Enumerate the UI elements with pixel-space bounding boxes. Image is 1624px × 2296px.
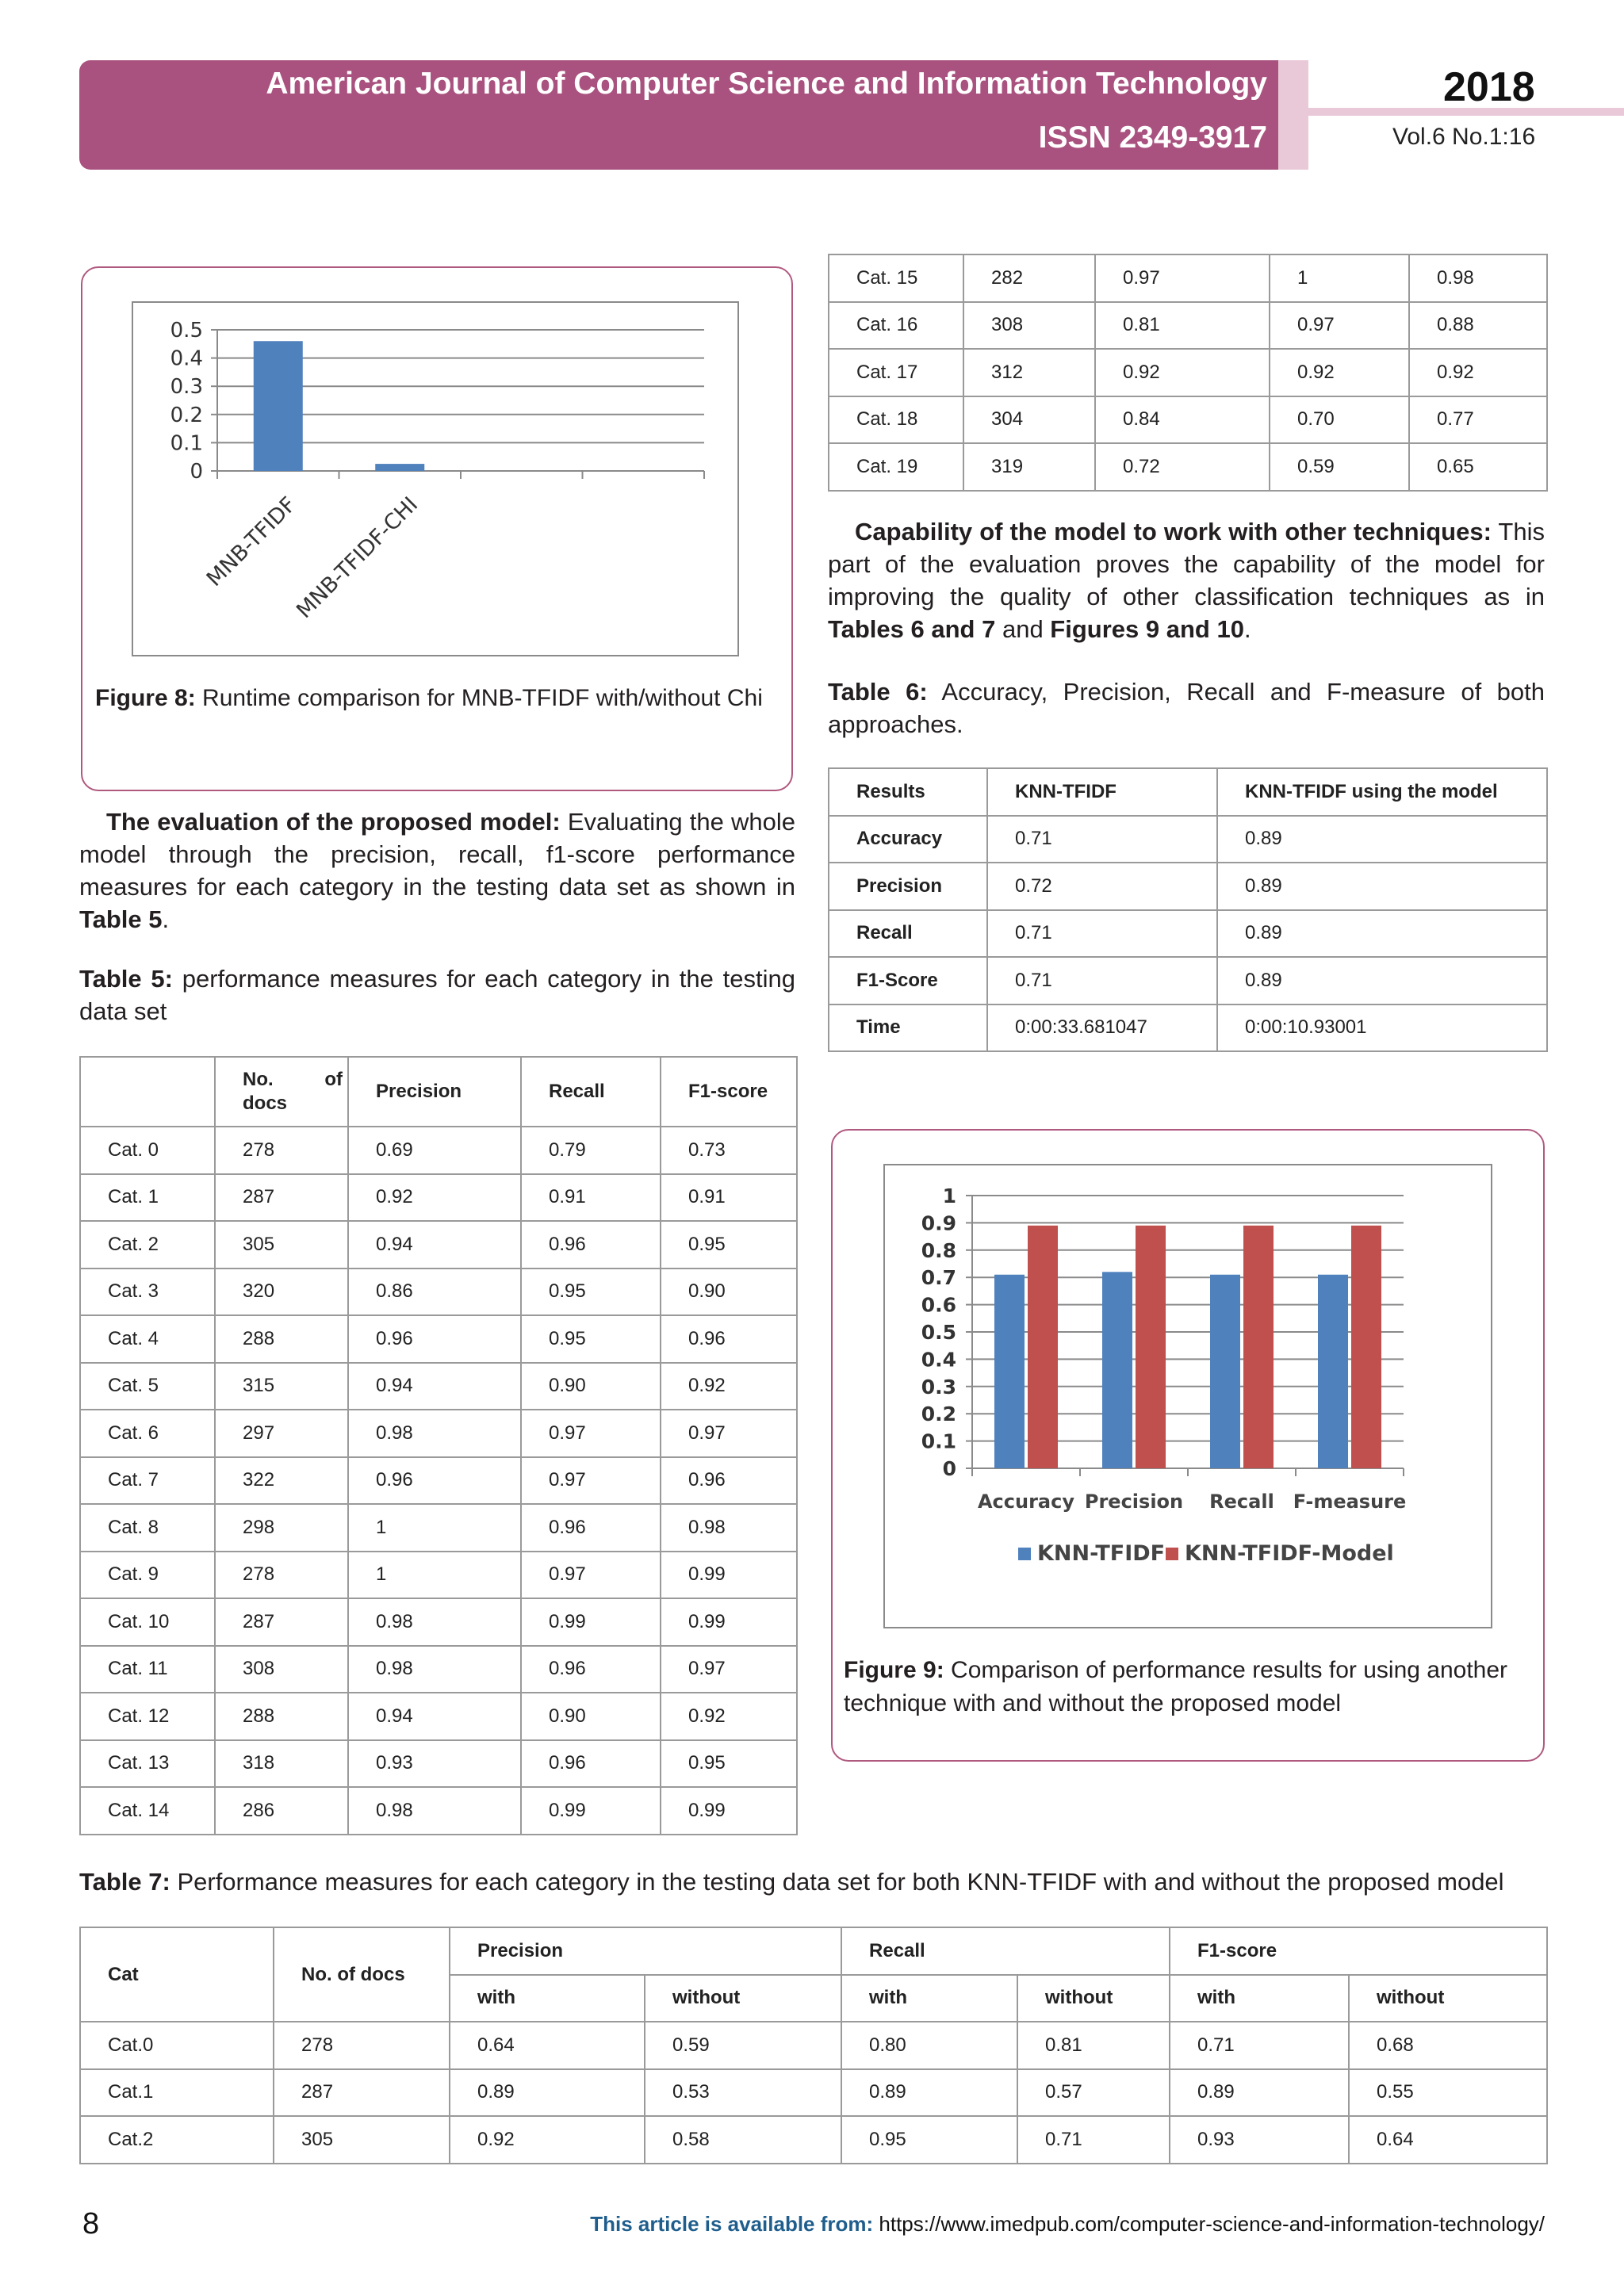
table-cell: 0.89 — [1170, 2069, 1349, 2117]
y-tick-label: 0 — [942, 1457, 956, 1480]
bar-knn-tfidf-f-measure — [1318, 1275, 1348, 1468]
table-cell: 0.53 — [645, 2069, 841, 2117]
y-tick-label: 0.4 — [921, 1348, 956, 1372]
table-5-header-row — [80, 1057, 797, 1127]
table-cell: 308 — [215, 1646, 348, 1693]
evaluation-body: Evaluating the whole model through the precision, recall, f1-score performance measures for each category in the testing data set as shown in — [79, 808, 795, 901]
y-tick-label: 0.3 — [170, 375, 203, 400]
table-5 — [79, 1056, 798, 1835]
table-cell: 0.98 — [348, 1646, 521, 1693]
table-cell: 0.93 — [348, 1740, 521, 1788]
table-cell: 278 — [215, 1552, 348, 1599]
table-7-header-f1-with: with — [1170, 1975, 1349, 2022]
table-cell: KNN-TFIDF — [987, 768, 1217, 816]
evaluation-end: . — [162, 905, 170, 933]
table-cell: 298 — [215, 1504, 348, 1552]
table-cell: Cat.1 — [80, 2069, 274, 2117]
capability-heading: Capability of the model to work with other techniques: — [855, 518, 1492, 545]
table-cell: 0.64 — [1349, 2116, 1547, 2164]
table-row — [80, 1787, 797, 1835]
table-cell: 0.93 — [1170, 2116, 1349, 2164]
figure-8-caption — [95, 682, 777, 715]
table-row — [829, 863, 1547, 910]
table-cell: 0.90 — [521, 1363, 661, 1410]
table-cell: 0.84 — [1095, 396, 1270, 444]
table-row — [80, 1269, 797, 1316]
table-6-caption — [828, 675, 1545, 740]
table-7-header-precision: Precision — [450, 1927, 841, 1975]
table-6-caption-text: Accuracy, Precision, Recall and F-measure of both approaches. — [828, 678, 1545, 738]
table-cell: 0.96 — [521, 1646, 661, 1693]
table-cell: Precision — [348, 1057, 521, 1127]
table-cell: 0.72 — [1095, 443, 1270, 491]
x-category-label: Precision — [1084, 1490, 1184, 1513]
y-tick-label: 0.1 — [921, 1429, 956, 1453]
table-row — [80, 1457, 797, 1505]
table-cell: Time — [829, 1004, 987, 1052]
table-cell: Cat. 6 — [80, 1410, 215, 1457]
table-row — [829, 254, 1547, 302]
table-cell: 0.72 — [987, 863, 1217, 910]
table-row — [80, 1693, 797, 1740]
table-7-header-recall-with: with — [841, 1975, 1017, 2022]
table-cell: 0.92 — [1270, 349, 1409, 396]
table-cell: 0.77 — [1409, 396, 1547, 444]
table-cell: 0.89 — [1217, 863, 1547, 910]
bar-knn-tfidf-precision — [1102, 1272, 1132, 1468]
table-cell: Cat. 3 — [80, 1269, 215, 1316]
table-cell: 0.97 — [521, 1552, 661, 1599]
footer-url[interactable]: https://www.imedpub.com/computer-science-and-information-technology/ — [873, 2212, 1545, 2236]
table-7-caption — [79, 1866, 1570, 1898]
table-cell: 0.90 — [521, 1693, 661, 1740]
table-cell: Cat. 8 — [80, 1504, 215, 1552]
figure-8-caption-text: Runtime comparison for MNB-TFIDF with/without Chi — [195, 685, 763, 711]
table-7-caption-text: Performance measures for each category in the testing data set for both KNN-TFIDF with and without the proposed model — [170, 1868, 1504, 1896]
table-cell: Results — [829, 768, 987, 816]
table-cell: 0.98 — [348, 1598, 521, 1646]
table-cell: 0.98 — [348, 1410, 521, 1457]
table-cell: 0.71 — [987, 910, 1217, 958]
table-cell: KNN-TFIDF using the model — [1217, 768, 1547, 816]
table-cell: 322 — [215, 1457, 348, 1505]
table-cell: 278 — [274, 2022, 450, 2069]
table-cell: Cat. 15 — [829, 254, 963, 302]
table-cell: 0.94 — [348, 1221, 521, 1269]
table-cell: 0.99 — [661, 1787, 797, 1835]
table-cell: 0.99 — [521, 1598, 661, 1646]
table-7-header-precision-with: with — [450, 1975, 645, 2022]
x-category-label: MNB-TFIDF — [201, 492, 301, 591]
table-row — [80, 1127, 797, 1174]
footer-label: This article is available from: — [590, 2212, 874, 2236]
table-cell: Precision — [829, 863, 987, 910]
table-row — [80, 2069, 1547, 2117]
table-cell: 0.92 — [661, 1693, 797, 1740]
table-cell: 0.95 — [661, 1221, 797, 1269]
table-cell: 0.59 — [645, 2022, 841, 2069]
table-7-header-recall-without: without — [1017, 1975, 1170, 2022]
table-cell: 0.79 — [521, 1127, 661, 1174]
table-6-header-row — [829, 768, 1547, 816]
table-row — [80, 1504, 797, 1552]
table-cell: Recall — [829, 910, 987, 958]
table-cell: 1 — [348, 1504, 521, 1552]
table-cell: Cat. 12 — [80, 1693, 215, 1740]
table-5-caption — [79, 962, 795, 1027]
table-7-header-precision-without: without — [645, 1975, 841, 2022]
table-row — [80, 1646, 797, 1693]
table-row — [829, 816, 1547, 863]
table-cell: 0.89 — [1217, 957, 1547, 1004]
table-cell: 0.71 — [987, 957, 1217, 1004]
table-row — [829, 396, 1547, 444]
table-7-header-f1: F1-score — [1170, 1927, 1547, 1975]
legend-swatch — [1018, 1548, 1031, 1560]
table-cell: 0.81 — [1095, 302, 1270, 350]
table-cell: 0.88 — [1409, 302, 1547, 350]
table-cell: 0.97 — [1095, 254, 1270, 302]
table-cell: 297 — [215, 1410, 348, 1457]
table-cell: 278 — [215, 1127, 348, 1174]
table-cell: 288 — [215, 1315, 348, 1363]
capability-mid: and — [995, 615, 1051, 643]
table-row — [80, 1221, 797, 1269]
bar-knn-tfidf-model-precision — [1136, 1226, 1166, 1468]
table-cell: 0.96 — [521, 1504, 661, 1552]
table-cell: 0:00:10.93001 — [1217, 1004, 1547, 1052]
table-cell: 0.95 — [841, 2116, 1017, 2164]
table-cell: 308 — [963, 302, 1095, 350]
table-cell: Accuracy — [829, 816, 987, 863]
evaluation-paragraph — [79, 806, 795, 936]
x-category-label: Recall — [1209, 1490, 1274, 1513]
journal-issn: ISSN 2349-3917 — [1038, 121, 1267, 155]
bar-knn-tfidf-model-accuracy — [1028, 1226, 1058, 1468]
capability-ref-figures: Figures 9 and 10 — [1050, 615, 1244, 643]
legend-swatch — [1166, 1548, 1178, 1560]
table-cell: Cat. 11 — [80, 1646, 215, 1693]
table-row — [829, 443, 1547, 491]
table-cell: 0.89 — [450, 2069, 645, 2117]
table-cell: 0.90 — [661, 1269, 797, 1316]
table-cell: 0.97 — [661, 1410, 797, 1457]
table-cell: Cat.2 — [80, 2116, 274, 2164]
table-cell: Cat. 4 — [80, 1315, 215, 1363]
table-5-caption-label: Table 5: — [79, 965, 173, 993]
bar-knn-tfidf-recall — [1210, 1275, 1240, 1468]
table-row — [80, 1363, 797, 1410]
figure-9-chart — [883, 1164, 1492, 1628]
table-cell: 0.89 — [1217, 910, 1547, 958]
table-cell: 0.92 — [1409, 349, 1547, 396]
table-cell: 1 — [348, 1552, 521, 1599]
table-cell: Cat. 2 — [80, 1221, 215, 1269]
table-cell: 0.81 — [1017, 2022, 1170, 2069]
y-tick-label: 0.4 — [170, 346, 203, 371]
table-cell: 0.86 — [348, 1269, 521, 1316]
table-row — [829, 910, 1547, 958]
table-7-header-recall: Recall — [841, 1927, 1170, 1975]
table-7-caption-label: Table 7: — [79, 1868, 170, 1896]
table-cell: 282 — [963, 254, 1095, 302]
table-5-caption-text: performance measures for each category in the testing data set — [79, 965, 795, 1025]
table-cell: Cat. 1 — [80, 1174, 215, 1222]
table-cell: 0.59 — [1270, 443, 1409, 491]
y-tick-label: 0.2 — [921, 1402, 956, 1426]
figure-9-caption-text: Comparison of performance results for using another technique with and without the proposed model — [844, 1657, 1508, 1716]
table-7-header-f1-without: without — [1349, 1975, 1547, 2022]
table-cell: 305 — [215, 1221, 348, 1269]
figure-9-box — [831, 1129, 1545, 1762]
table-cell: 0.97 — [521, 1410, 661, 1457]
table-row — [80, 2116, 1547, 2164]
table-cell: 287 — [215, 1598, 348, 1646]
table-cell: 0.92 — [1095, 349, 1270, 396]
y-tick-label: 0 — [190, 460, 203, 484]
table-cell: F1-score — [661, 1057, 797, 1127]
table-cell: 287 — [274, 2069, 450, 2117]
table-cell: 0.70 — [1270, 396, 1409, 444]
figure-8-caption-label: Figure 8: — [95, 685, 196, 711]
table-cell: 287 — [215, 1174, 348, 1222]
table-cell: 305 — [274, 2116, 450, 2164]
y-tick-label: 0.1 — [170, 431, 203, 456]
legend-label: KNN-TFIDF — [1037, 1541, 1166, 1566]
table-row — [829, 349, 1547, 396]
table-cell: Cat. 19 — [829, 443, 963, 491]
table-cell: Cat. 10 — [80, 1598, 215, 1646]
page-number: 8 — [82, 2207, 100, 2241]
table-cell: 319 — [963, 443, 1095, 491]
table-cell: Cat.0 — [80, 2022, 274, 2069]
figure-8-box — [81, 266, 793, 791]
table-6 — [828, 767, 1548, 1052]
table-cell: 0:00:33.681047 — [987, 1004, 1217, 1052]
x-category-label: Accuracy — [977, 1490, 1075, 1513]
table-row — [829, 957, 1547, 1004]
bar-knn-tfidf-model-recall — [1243, 1226, 1274, 1468]
capability-body: This part of the evaluation proves the capability of the model for improving the quality of other classification techniques as in — [828, 518, 1545, 610]
journal-title: American Journal of Computer Science and Information Technology — [266, 67, 1267, 101]
table-cell: 0.97 — [1270, 302, 1409, 350]
table-cell: 0.89 — [1217, 816, 1547, 863]
capability-paragraph — [828, 515, 1545, 645]
capability-ref-tables: Tables 6 and 7 — [828, 615, 996, 643]
table-cell: 0.55 — [1349, 2069, 1547, 2117]
table-cell: 0.99 — [661, 1598, 797, 1646]
table-row — [80, 1410, 797, 1457]
figure-9-caption-label: Figure 9: — [844, 1657, 944, 1683]
table-row — [80, 1552, 797, 1599]
evaluation-heading: The evaluation of the proposed model: — [106, 808, 561, 836]
y-tick-label: 0.9 — [921, 1211, 956, 1235]
table-row — [80, 2022, 1547, 2069]
evaluation-table-ref: Table 5 — [79, 905, 163, 933]
table-cell: Cat. 18 — [829, 396, 963, 444]
bar-knn-tfidf-model-f-measure — [1351, 1226, 1381, 1468]
table-cell: 0.94 — [348, 1363, 521, 1410]
table-cell: 0.98 — [661, 1504, 797, 1552]
table-cell: Cat. 9 — [80, 1552, 215, 1599]
table-cell: 0.71 — [1017, 2116, 1170, 2164]
table-cell: 0.91 — [521, 1174, 661, 1222]
table-cell: 315 — [215, 1363, 348, 1410]
table-cell: 0.57 — [1017, 2069, 1170, 2117]
table-cell: 0.92 — [450, 2116, 645, 2164]
table-7-header-cat: Cat — [80, 1927, 274, 2022]
y-tick-label: 0.3 — [921, 1375, 956, 1399]
table-cell: 0.71 — [987, 816, 1217, 863]
table-cell: 320 — [215, 1269, 348, 1316]
table-cell: 0.92 — [348, 1174, 521, 1222]
table-cell: 0.99 — [661, 1552, 797, 1599]
table-7 — [79, 1927, 1548, 2164]
table-cell: 0.58 — [645, 2116, 841, 2164]
table-cell: 1 — [1270, 254, 1409, 302]
table-6-caption-label: Table 6: — [828, 678, 928, 706]
table-cell: 0.69 — [348, 1127, 521, 1174]
publication-year: 2018 — [1443, 64, 1535, 110]
table-row — [80, 1315, 797, 1363]
table-cell: 0.65 — [1409, 443, 1547, 491]
table-cell: Cat. 5 — [80, 1363, 215, 1410]
table-5-continued — [828, 254, 1548, 492]
x-category-label: MNB-TFIDF-CHI — [292, 492, 423, 624]
table-cell: 0.68 — [1349, 2022, 1547, 2069]
table-cell: 0.96 — [348, 1457, 521, 1505]
y-tick-label: 0.8 — [921, 1238, 956, 1262]
table-cell: 0.71 — [1170, 2022, 1349, 2069]
table-cell: 312 — [963, 349, 1095, 396]
table-cell: 318 — [215, 1740, 348, 1788]
table-cell: 0.95 — [521, 1315, 661, 1363]
table-cell: 0.98 — [348, 1787, 521, 1835]
table-cell: 0.92 — [661, 1363, 797, 1410]
table-cell: Cat. 0 — [80, 1127, 215, 1174]
table-cell: Recall — [521, 1057, 661, 1127]
y-tick-label: 0.6 — [921, 1293, 956, 1317]
table-cell: 0.96 — [661, 1315, 797, 1363]
y-tick-label: 0.5 — [921, 1321, 956, 1344]
table-cell: 0.96 — [348, 1315, 521, 1363]
table-cell: 0.80 — [841, 2022, 1017, 2069]
table-cell: Cat. 14 — [80, 1787, 215, 1835]
table-cell: 0.91 — [661, 1174, 797, 1222]
table-cell: 0.96 — [521, 1740, 661, 1788]
table-cell: 0.89 — [841, 2069, 1017, 2117]
figure-8-chart — [132, 301, 739, 656]
table-cell: 0.95 — [661, 1740, 797, 1788]
y-tick-label: 0.7 — [921, 1266, 956, 1290]
table-cell: 0.99 — [521, 1787, 661, 1835]
table-cell: No. of docs — [215, 1057, 348, 1127]
table-cell: Cat. 17 — [829, 349, 963, 396]
y-tick-label: 0.2 — [170, 403, 203, 427]
table-cell: 0.64 — [450, 2022, 645, 2069]
x-category-label: F-measure — [1293, 1490, 1407, 1513]
volume-issue: Vol.6 No.1:16 — [1392, 124, 1536, 150]
footer-availability — [590, 2212, 1545, 2237]
table-cell: 0.73 — [661, 1127, 797, 1174]
y-tick-label: 1 — [942, 1184, 956, 1207]
bar-knn-tfidf-accuracy — [994, 1275, 1025, 1468]
table-row — [80, 1740, 797, 1788]
bar-mnb-tfidf-chi — [375, 464, 424, 471]
table-cell: F1-Score — [829, 957, 987, 1004]
bar-mnb-tfidf — [254, 341, 303, 471]
table-cell: 0.94 — [348, 1693, 521, 1740]
table-cell: 0.98 — [1409, 254, 1547, 302]
table-cell: Cat. 13 — [80, 1740, 215, 1788]
table-cell: 304 — [963, 396, 1095, 444]
table-cell: 288 — [215, 1693, 348, 1740]
figure-9-caption — [844, 1654, 1526, 1720]
table-cell: 0.96 — [521, 1221, 661, 1269]
capability-end: . — [1243, 615, 1251, 643]
table-cell: 0.96 — [661, 1457, 797, 1505]
header-accent-tab — [1278, 60, 1308, 170]
table-cell: 0.97 — [521, 1457, 661, 1505]
table-row — [80, 1598, 797, 1646]
legend-label: KNN-TFIDF-Model — [1185, 1541, 1394, 1566]
table-cell: Cat. 16 — [829, 302, 963, 350]
table-cell: 0.95 — [521, 1269, 661, 1316]
table-7-header-docs: No. of docs — [274, 1927, 450, 2022]
table-cell — [80, 1057, 215, 1127]
table-row — [80, 1174, 797, 1222]
table-row — [829, 302, 1547, 350]
table-cell: Cat. 7 — [80, 1457, 215, 1505]
y-tick-label: 0.5 — [170, 319, 203, 342]
table-cell: 286 — [215, 1787, 348, 1835]
table-row — [829, 1004, 1547, 1052]
table-cell: 0.97 — [661, 1646, 797, 1693]
